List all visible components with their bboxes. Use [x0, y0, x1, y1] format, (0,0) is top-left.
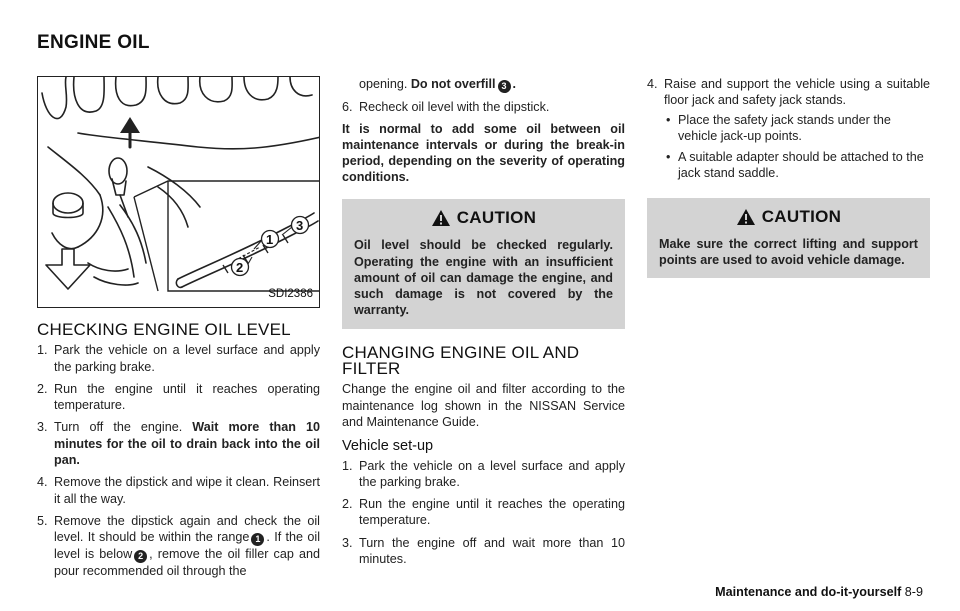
section-title-changing: CHANGING ENGINE OIL AND FILTER — [342, 342, 580, 379]
list-item: 1. Park the vehicle on a level surface and apply the parking brake. — [342, 458, 625, 489]
list-item: 2. Run the engine until it reaches the operating temperature. — [342, 497, 625, 528]
list-item: 1. Park the vehicle on a level surface and apply the parking brake. — [37, 343, 320, 374]
callout-3-inline: 3 — [498, 80, 511, 93]
page-footer — [715, 585, 923, 599]
engine-oil-dipstick-illustration — [37, 76, 320, 308]
list-item: 6. Recheck oil level with the dipstick. — [342, 100, 550, 114]
section-title-checking: CHECKING ENGINE OIL LEVEL — [37, 320, 291, 339]
callout-2-inline: 2 — [134, 550, 147, 563]
page-heading: ENGINE OIL — [37, 32, 150, 53]
column-middle — [342, 76, 625, 573]
warning-icon — [736, 208, 756, 226]
oil-note: It is normal to add some oil between oil maintenance intervals or during the break-in period, depending on the severity of operating conditions. — [342, 122, 625, 185]
list-item: • Place the safety jack stands under the vehicle jack-up points. — [647, 112, 930, 145]
column-left — [37, 76, 320, 586]
list-item: 3. Turn the engine off and wait more than 10 minutes. — [342, 535, 625, 567]
callout-3: 3 — [296, 218, 304, 233]
caution-box-lifting — [647, 198, 930, 279]
footer-section: Maintenance and do-it-yourself — [715, 585, 902, 599]
changing-intro: Change the engine oil and filter according to the maintenance log shown in the NISSAN Service and Maintenance Guide. — [342, 382, 625, 429]
caution-label: CAUTION — [761, 206, 842, 226]
callout-1: 1 — [266, 232, 274, 247]
bullet-list — [647, 112, 930, 182]
list-item: 5. Remove the dipstick again and check the oil level. It should be within the range 1 . If the oil level is below 2 , remove the oil filler cap and pour recommended oil through the — [37, 513, 320, 579]
callout-1-inline: 1 — [251, 533, 264, 546]
column-right — [647, 76, 930, 278]
caution-text: Oil level should be checked regularly. Operating the engine with an insufficient amount of oil can damage the engine, and such damage is not covered by the warranty. — [354, 238, 613, 318]
checking-steps — [37, 342, 320, 579]
dipstick-diagram — [38, 77, 320, 308]
list-item-continued: opening. Do not overfill 3 . — [359, 77, 516, 91]
setup-steps — [342, 458, 625, 568]
caution-text: Make sure the correct lifting and support points are used to avoid vehicle damage. — [659, 236, 918, 268]
list-item: • A suitable adapter should be attached to the jack stand saddle. — [647, 149, 930, 182]
page-number: 8-9 — [904, 585, 923, 599]
warning-icon — [431, 209, 451, 227]
caution-box-oil-level — [342, 199, 625, 328]
list-item: 2. Run the engine until it reaches operating temperature. — [37, 381, 320, 413]
callout-2: 2 — [236, 260, 244, 275]
subsection-title: Vehicle set-up — [342, 438, 434, 455]
list-item: 4. Remove the dipstick and wipe it clean. Reinsert it all the way. — [37, 475, 320, 506]
list-item: 3. Turn off the engine. Wait more than 10 minutes for the oil to drain back into the oil pan. — [37, 420, 320, 468]
figure-code: SDI2386 — [268, 287, 313, 300]
caution-label: CAUTION — [456, 208, 537, 228]
list-item: 4. Raise and support the vehicle using a suitable floor jack and safety jack stands. — [647, 77, 930, 108]
